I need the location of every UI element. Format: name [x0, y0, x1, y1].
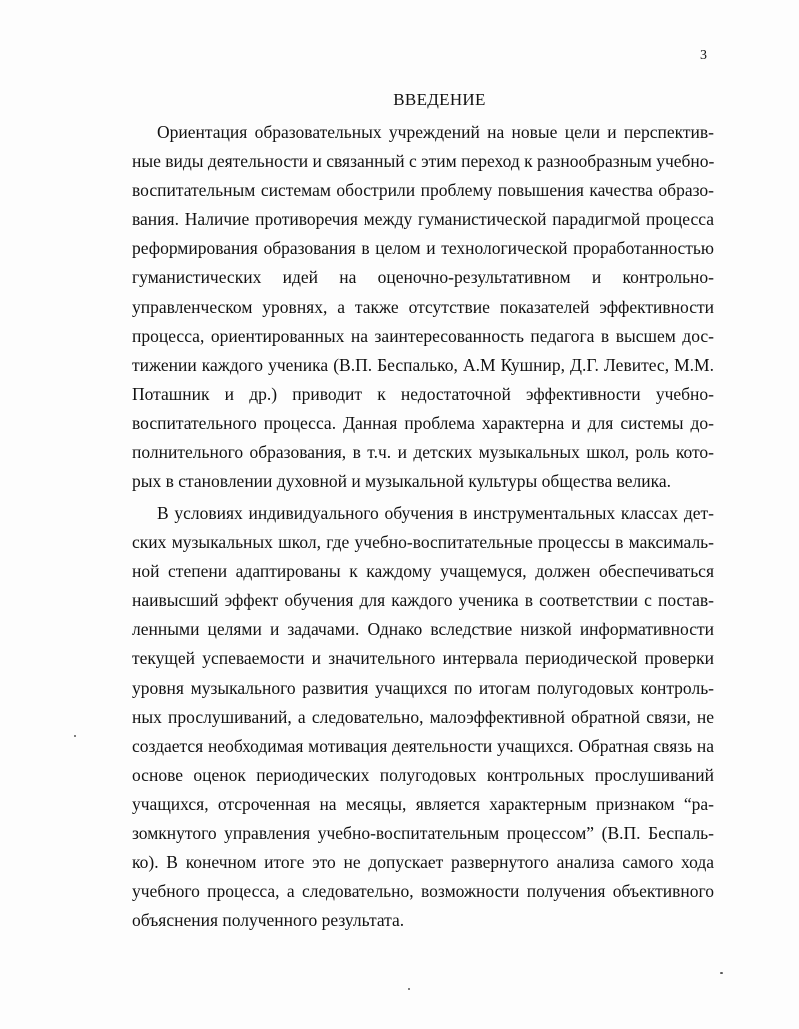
text-line: ной степени адаптированы к каждому учащемуся, должен обеспечиваться [132, 561, 714, 582]
text-line: рых в становлении духовной и музыкальной культуры общества велика. [132, 471, 672, 492]
paragraph-2 [132, 499, 714, 935]
text-line: управленческом уровнях, а также отсутствие показателей эффективности [132, 296, 714, 317]
page-title: ВВЕДЕНИЕ [393, 90, 486, 109]
scan-speck [74, 735, 76, 737]
scan-speck [720, 972, 723, 974]
text-line: гуманистических идей на оценочно-результативном и контрольно- [132, 267, 714, 288]
text-line: текущей успеваемости и значительного интервала периодической проверки [132, 648, 714, 669]
text-line: создается необходимая мотивация деятельности учащихся. Обратная связь на [132, 735, 714, 756]
page-number: 3 [700, 48, 707, 63]
text-line: наивысший эффект обучения для каждого ученика в соответствии с постав- [132, 590, 714, 611]
text-line: ских музыкальных школ, где учебно-воспитательные процессы в максималь- [132, 532, 714, 553]
text-line: воспитательным системам обострили проблему повышения качества образо- [132, 180, 714, 201]
text-line: Поташник и др.) приводит к недостаточной эффективности учебно- [132, 383, 714, 404]
text-line: процесса, ориентированных на заинтересованность педагога в высшем дос- [132, 325, 714, 346]
paragraph-1 [132, 118, 714, 496]
scan-speck [408, 988, 410, 990]
text-line: Ориентация образовательных учреждений на новые цели и перспектив- [157, 122, 714, 142]
text-line: объяснения полученного результата. [132, 910, 405, 931]
text-line: основе оценок периодических полугодовых контрольных прослушиваний [132, 764, 714, 785]
text-line: уровня музыкального развития учащихся по итогам полугодовых контроль- [132, 677, 714, 698]
text-line: реформирования образования в целом и технологической проработанностью [132, 238, 714, 259]
text-line: ных прослушиваний, а следовательно, малоэффективной обратной связи, не [132, 706, 714, 727]
text-line: полнительного образования, в т.ч. и детских музыкальных школ, роль кото- [132, 442, 714, 463]
text-line: учебного процесса, а следовательно, возможности получения объективного [132, 881, 714, 902]
text-line: ко). В конечном итоге это не допускает развернутого анализа самого хода [132, 852, 714, 873]
text-line: зомкнутого управления учебно-воспитательным процессом” (В.П. Беспаль- [132, 823, 714, 844]
text-line: ленными целями и задачами. Однако вследствие низкой информативности [132, 619, 714, 640]
text-line: воспитательного процесса. Данная проблема характерна и для системы до- [132, 412, 714, 433]
text-line: вания. Наличие противоречия между гуманистической парадигмой процесса [132, 209, 714, 230]
text-line: учащихся, отсроченная на месяцы, является характерным признаком “ра- [132, 793, 714, 814]
text-line: В условиях индивидуального обучения в инструментальных классах дет- [157, 503, 714, 523]
text-line: тижении каждого ученика (В.П. Беспалько, А.М Кушнир, Д.Г. Левитес, М.М. [132, 354, 714, 375]
text-line: ные виды деятельности и связанный с этим переход к разнообразным учебно- [132, 151, 715, 172]
